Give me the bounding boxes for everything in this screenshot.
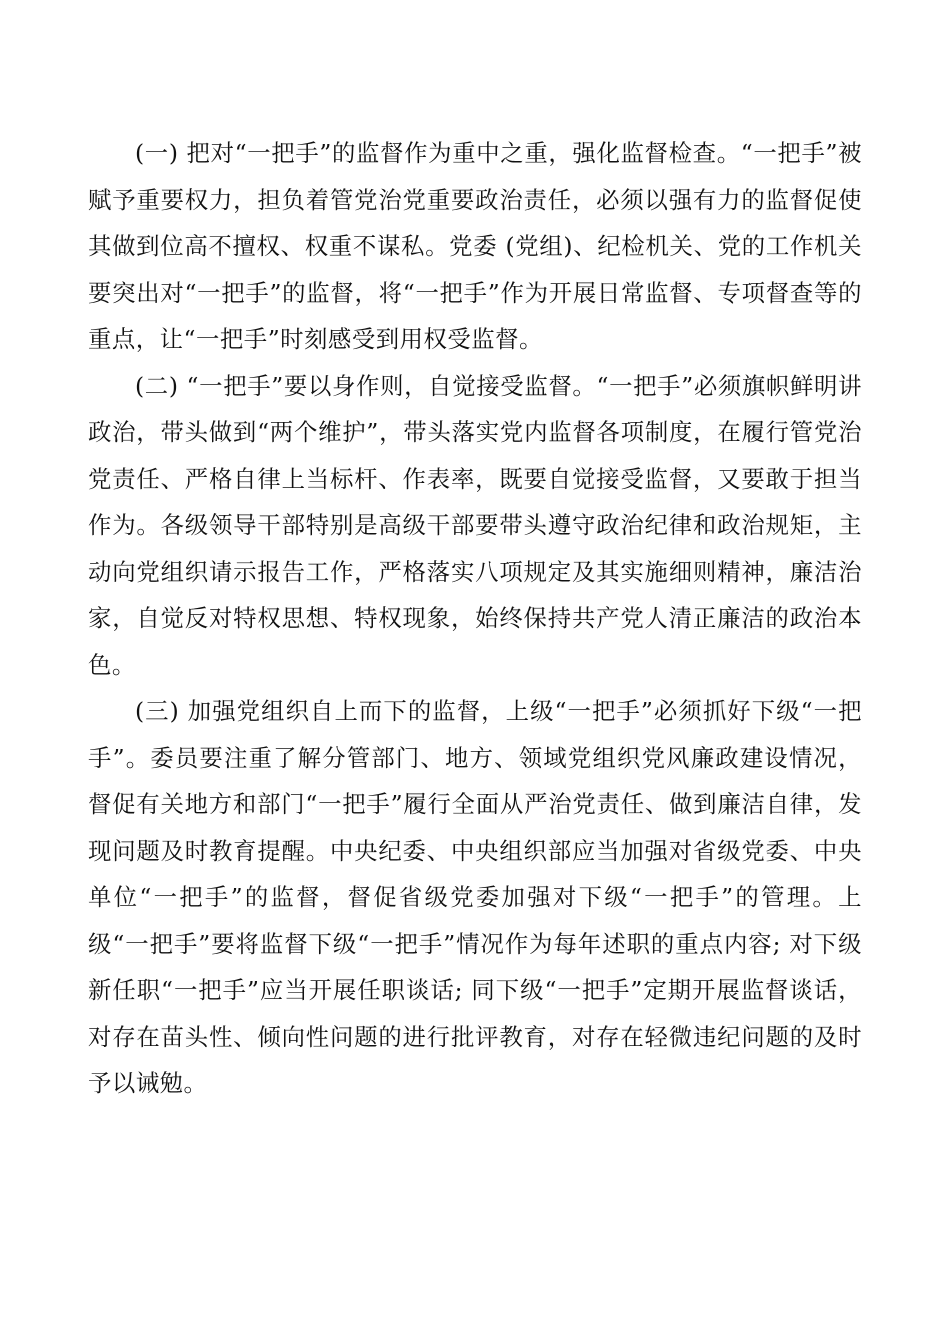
paragraph-3: (三) 加强党组织自上而下的监督，上级“一把手”必须抓好下级“一把手”。委员要注重了解分管部门、地方、领域党组织党风廉政建设情况，督促有关地方和部门“一把手”履行全面从严治党责任、做到廉洁自律，发现问题及时教育提醒。中央纪委、中央组织部应当加强对省级党委、中央单位“一把手”的监督，督促省级党委加强对下级“一把手”的管理。上级“一把手”要将监督下级“一把手”情况作为每年述职的重点内容; 对下级新任职“一把手”应当开展任职谈话; 同下级“一把手”定期开展监督谈话，对存在苗头性、倾向性问题的进行批评教育，对存在轻微违纪问题的及时予以诫勉。 (88, 697, 862, 1097)
document-body (88, 130, 862, 1107)
paragraph-2: (二) “一把手”要以身作则，自觉接受监督。“一把手”必须旗帜鲜明讲政治，带头做到“两个维护”，带头落实党内监督各项制度，在履行管党治党责任、严格自律上当标杆、作表率，既要自觉接受监督，又要敢于担当作为。各级领导干部特别是高级干部要带头遵守政治纪律和政治规矩，主动向党组织请示报告工作，严格落实八项规定及其实施细则精神，廉洁治家，自觉反对特权思想、特权现象，始终保持共产党人清正廉洁的政治本色。 (88, 371, 862, 679)
paragraph-1: (一) 把对“一把手”的监督作为重中之重，强化监督检查。“一把手”被赋予重要权力，担负着管党治党重要政治责任，必须以强有力的监督促使其做到位高不擅权、权重不谋私。党委 (党组)、纪检机关、党的工作机关要突出对“一把手”的监督，将“一把手”作为开展日常监督、专项督查等的重点，让“一把手”时刻感受到用权受监督。 (88, 139, 862, 353)
